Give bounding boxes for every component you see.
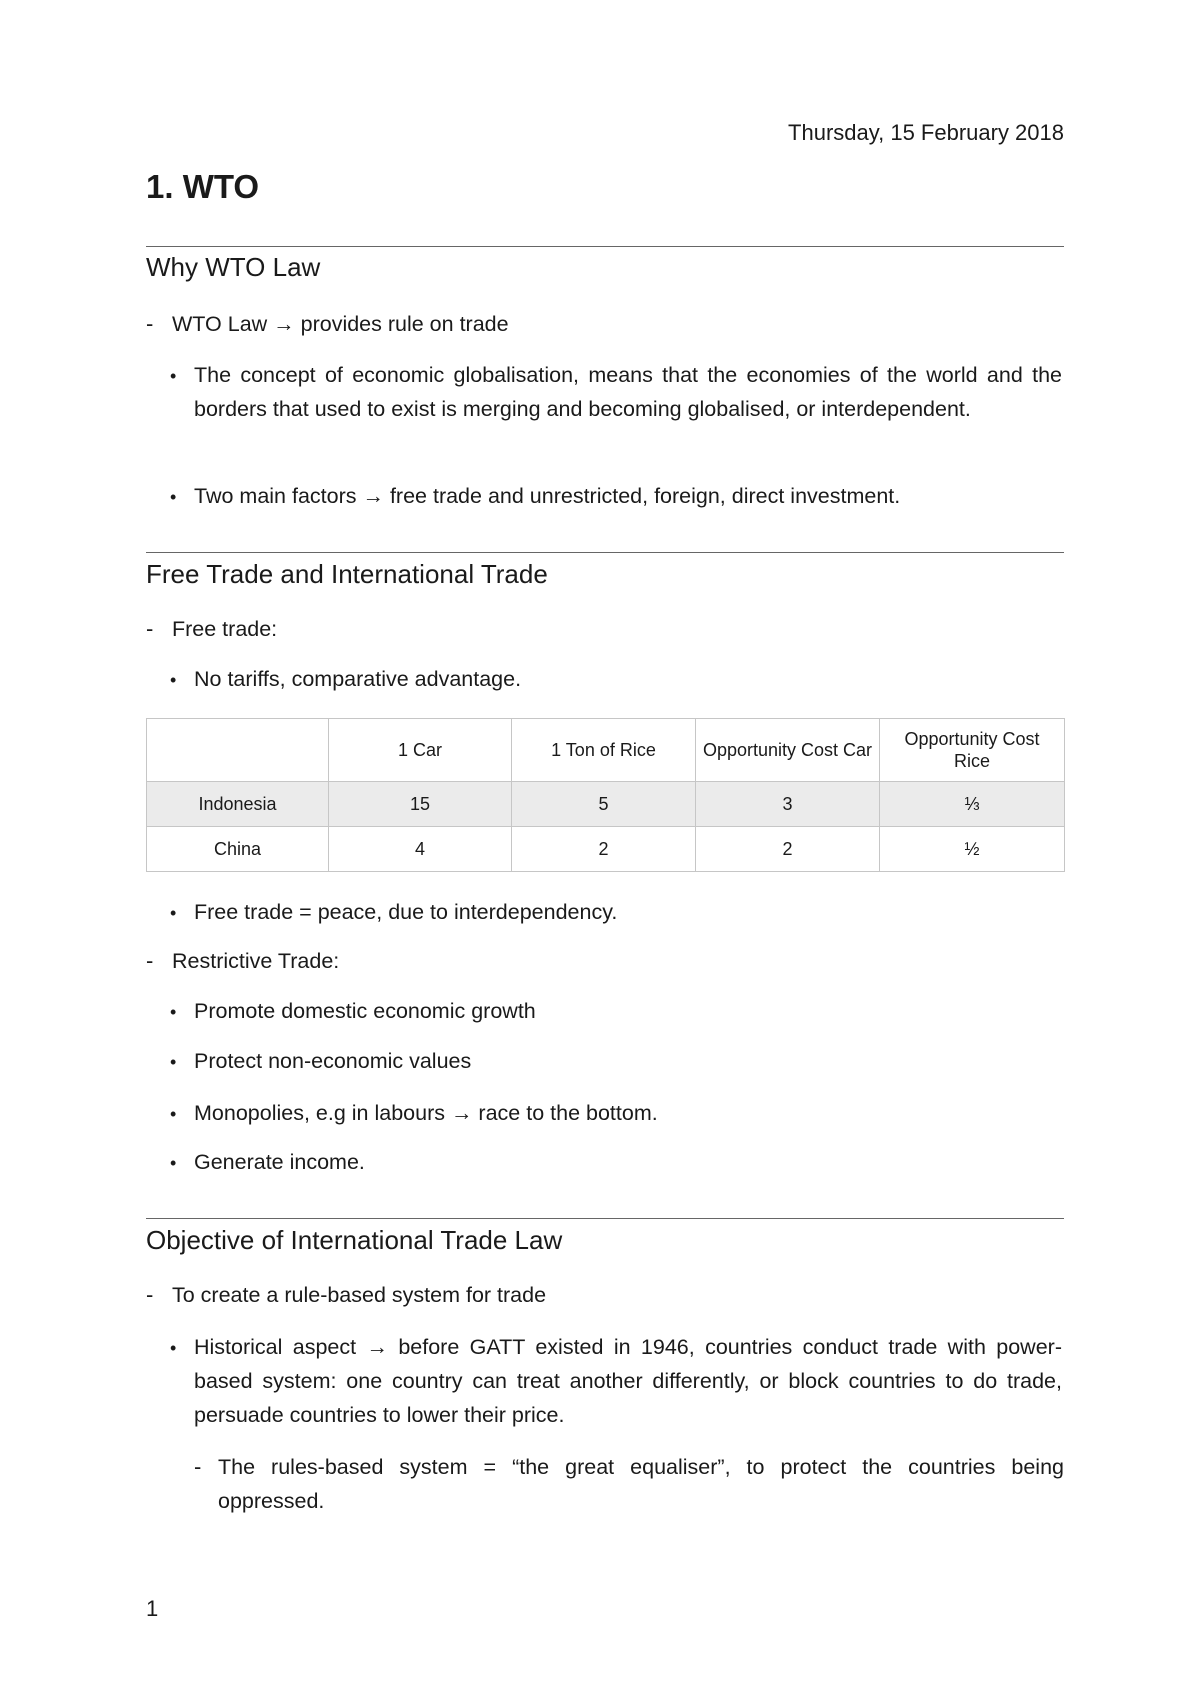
page-number: 1	[146, 1596, 159, 1621]
bullet-icon: •	[170, 366, 177, 386]
list-item-text: Generate income.	[194, 1150, 365, 1174]
list-item-text: Free trade:	[172, 617, 278, 641]
table-cell: 15	[329, 782, 512, 827]
section-divider	[146, 246, 1064, 247]
table-row	[147, 827, 1065, 872]
bullet-icon: •	[170, 1153, 177, 1173]
table-header-cell: 1 Car	[329, 719, 512, 782]
table-header-cell: 1 Ton of Rice	[512, 719, 696, 782]
table-row	[147, 782, 1065, 827]
opportunity-cost-table	[146, 718, 1065, 872]
bullet-icon: •	[170, 903, 177, 923]
table-cell: 3	[696, 782, 880, 827]
section-divider	[146, 1218, 1064, 1219]
list-item-text: The concept of economic globalisation, means that the economies of the world and the borders that used to exist is merging and becoming globalised, or interdependent.	[194, 363, 1062, 421]
table-cell: 4	[329, 827, 512, 872]
list-item-text: To create a rule-based system for trade	[172, 1283, 547, 1307]
bullet-icon: •	[170, 1104, 177, 1124]
dash-icon: -	[146, 1282, 154, 1307]
bullet-icon: •	[170, 487, 177, 507]
table-header-cell: Opportunity Cost Car	[696, 719, 880, 782]
list-item-text: Monopolies, e.g in labours → race to the bottom.	[194, 1101, 658, 1125]
list-item-text: Promote domestic economic growth	[194, 999, 536, 1023]
list-item-text: Free trade = peace, due to interdependency.	[194, 900, 618, 924]
dash-icon: -	[146, 616, 154, 641]
list-item-text: WTO Law → provides rule on trade	[172, 312, 509, 336]
table-header-row	[147, 719, 1065, 782]
document-title: 1. WTO	[146, 168, 260, 205]
dash-icon: -	[194, 1454, 202, 1479]
dash-icon: -	[146, 948, 154, 973]
section-heading: Free Trade and International Trade	[146, 559, 548, 589]
section-heading: Objective of International Trade Law	[146, 1225, 563, 1255]
list-item-text: Protect non-economic values	[194, 1049, 472, 1073]
table-cell: ⅓	[880, 782, 1065, 827]
table-cell: 5	[512, 782, 696, 827]
bullet-icon: •	[170, 1338, 177, 1358]
table-cell: ½	[880, 827, 1065, 872]
section-heading: Why WTO Law	[146, 252, 321, 282]
table-cell: 2	[512, 827, 696, 872]
bullet-icon: •	[170, 1002, 177, 1022]
list-item-text: Two main factors → free trade and unrestricted, foreign, direct investment.	[194, 484, 901, 508]
list-item-text: The rules-based system = “the great equaliser”, to protect the countries being oppressed.	[218, 1455, 1064, 1513]
list-item-text: Restrictive Trade:	[172, 949, 340, 973]
document-date: Thursday, 15 February 2018	[788, 120, 1064, 145]
table-header-cell	[147, 719, 329, 782]
table-cell: Indonesia	[147, 782, 329, 827]
bullet-icon: •	[170, 1052, 177, 1072]
table-header-cell: Opportunity Cost Rice	[880, 719, 1065, 782]
list-item-text: No tariffs, comparative advantage.	[194, 667, 522, 691]
dash-icon: -	[146, 311, 154, 336]
section-divider	[146, 552, 1064, 553]
bullet-icon: •	[170, 670, 177, 690]
list-item-text: Historical aspect → before GATT existed in 1946, countries conduct trade with power-based system: one country can treat another differently, or block countries to do trade, persuade countries to lower their price.	[194, 1335, 1062, 1427]
table-cell: 2	[696, 827, 880, 872]
table-cell: China	[147, 827, 329, 872]
